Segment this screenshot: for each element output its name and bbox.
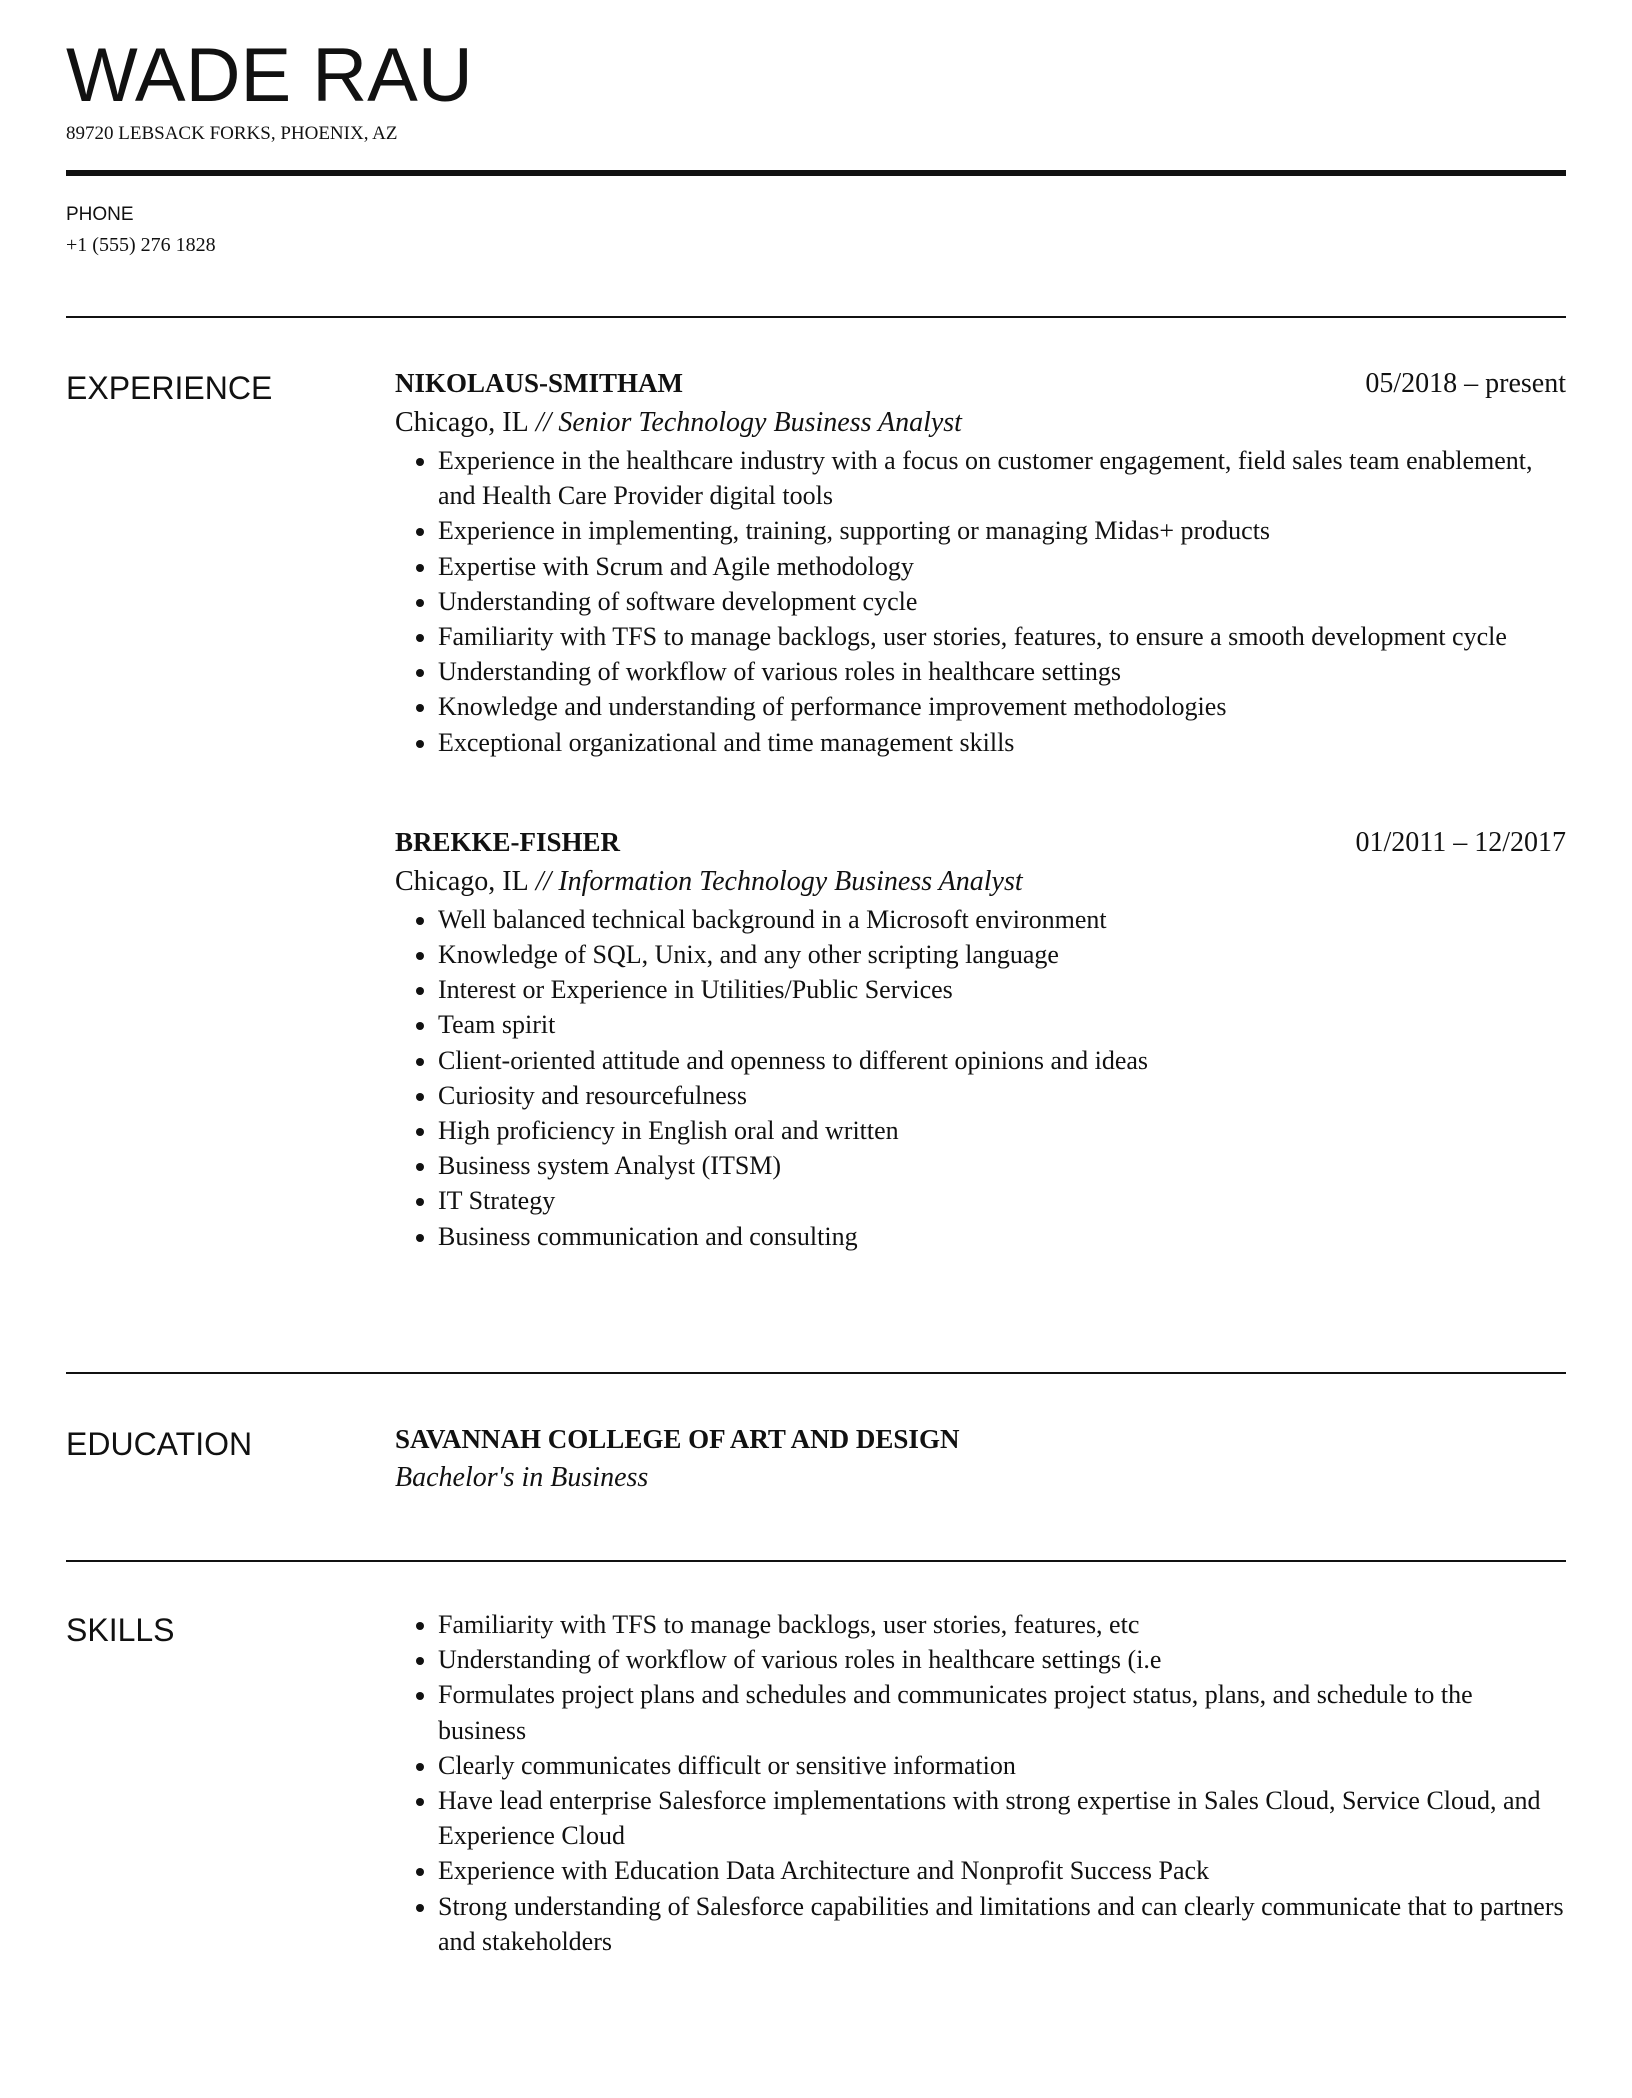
section-divider [66, 1560, 1566, 1562]
list-item: • IT Strategy [438, 1183, 1566, 1218]
list-item: • Strong understanding of Salesforce capabilities and limitations and can clearly communicate that to partners and stakeholders [438, 1889, 1566, 1959]
list-item: • Experience with Education Data Architecture and Nonprofit Success Pack [438, 1853, 1566, 1888]
list-item: • Understanding of software development cycle [438, 584, 1566, 619]
phone-number: +1 (555) 276 1828 [66, 234, 216, 256]
candidate-address: 89720 LEBSACK FORKS, PHOENIX, AZ [66, 123, 398, 144]
job-entry [395, 364, 1566, 760]
section-divider [66, 316, 1566, 318]
list-item: • High proficiency in English oral and written [438, 1113, 1566, 1148]
list-item: • Exceptional organizational and time management skills [438, 725, 1566, 760]
list-item: • Formulates project plans and schedules and communicates project status, plans, and schedule to the business [438, 1677, 1566, 1747]
employer-name: NIKOLAUS-SMITHAM [395, 368, 684, 398]
list-item: • Business communication and consulting [438, 1219, 1566, 1254]
candidate-name: WADE RAU [66, 33, 473, 118]
list-item: • Interest or Experience in Utilities/Public Services [438, 972, 1566, 1007]
job-dates: 05/2018 – present [1365, 368, 1566, 399]
list-item: • Expertise with Scrum and Agile methodology [438, 549, 1566, 584]
list-item: • Understanding of workflow of various roles in healthcare settings [438, 654, 1566, 689]
school-name: SAVANNAH COLLEGE OF ART AND DESIGN [395, 1424, 960, 1454]
header-divider [66, 170, 1566, 176]
list-item: • Experience in implementing, training, supporting or managing Midas+ products [438, 513, 1566, 548]
section-divider [66, 1372, 1566, 1374]
job-separator: // [528, 865, 559, 897]
job-entry [395, 823, 1566, 1254]
employer-name: BREKKE-FISHER [395, 826, 621, 857]
list-item: • Client-oriented attitude and openness to different opinions and ideas [438, 1043, 1566, 1078]
list-item: • Have lead enterprise Salesforce implementations with strong expertise in Sales Cloud, Service Cloud, and Experience Cloud [438, 1783, 1566, 1853]
list-item: • Clearly communicates difficult or sensitive information [438, 1748, 1566, 1783]
job-title: Information Technology Business Analyst [558, 865, 1023, 897]
list-item: • Familiarity with TFS to manage backlogs, user stories, features, etc [438, 1607, 1566, 1642]
list-item: • Business system Analyst (ITSM) [438, 1148, 1566, 1183]
list-item: • Familiarity with TFS to manage backlogs, user stories, features, to ensure a smooth development cycle [438, 619, 1566, 654]
job-location: Chicago, IL [395, 865, 529, 897]
job-dates: 01/2011 – 12/2017 [1355, 826, 1566, 858]
job-title: Senior Technology Business Analyst [558, 407, 962, 438]
skills-heading: SKILLS [66, 1612, 175, 1648]
list-item: • Curiosity and resourcefulness [438, 1078, 1566, 1113]
skills-list [395, 1607, 1566, 1959]
list-item: • Team spirit [438, 1007, 1566, 1042]
skills-section [395, 1607, 1566, 1959]
degree-name: Bachelor's in Business [395, 1462, 649, 1493]
job-separator: // [528, 407, 559, 438]
list-item: • Well balanced technical background in a Microsoft environment [438, 902, 1566, 937]
list-item: • Knowledge and understanding of performance improvement methodologies [438, 689, 1566, 724]
education-section [395, 1420, 1566, 1498]
list-item: • Experience in the healthcare industry with a focus on customer engagement, field sales team enablement, and Health Care Provider digital tools [438, 443, 1566, 513]
experience-section [395, 364, 1566, 1254]
experience-heading: EXPERIENCE [66, 370, 273, 406]
education-heading: EDUCATION [66, 1426, 253, 1462]
job-location: Chicago, IL [395, 407, 529, 438]
job-bullets [395, 443, 1566, 760]
list-item: • Knowledge of SQL, Unix, and any other scripting language [438, 937, 1566, 972]
phone-label: PHONE [66, 204, 134, 225]
list-item: • Understanding of workflow of various roles in healthcare settings (i.e [438, 1642, 1566, 1677]
job-bullets [395, 902, 1566, 1254]
